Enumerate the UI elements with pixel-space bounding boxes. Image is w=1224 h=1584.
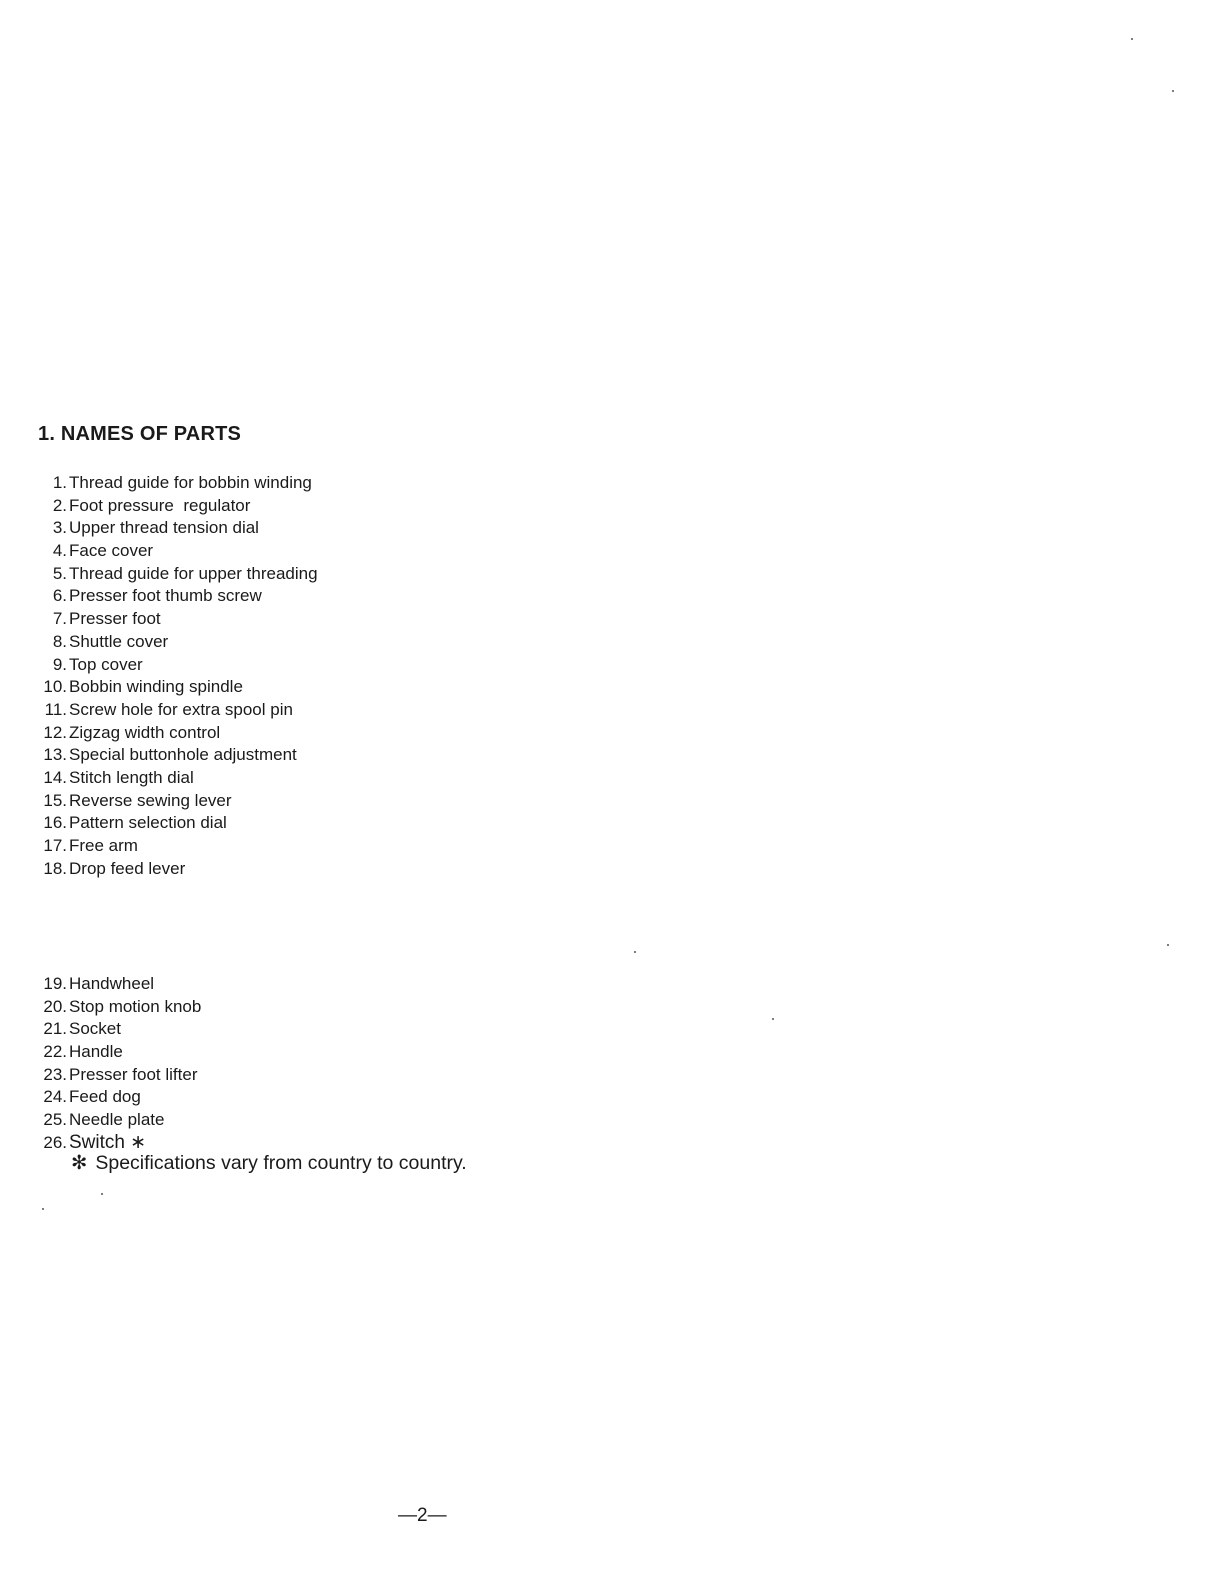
item-number: 12. (43, 722, 67, 742)
item-number: 10. (43, 677, 67, 697)
list-item (36, 1018, 201, 1041)
list-item (36, 1086, 201, 1109)
note-text: Specifications vary from country to country. (95, 1152, 467, 1174)
list-item (36, 517, 318, 540)
item-number: 11. (44, 699, 67, 719)
item-number: 3. (52, 518, 67, 538)
part-name: Feed dog (69, 1087, 141, 1107)
item-number: 9. (52, 654, 67, 674)
part-name: Presser foot (69, 609, 161, 629)
list-item (36, 631, 318, 654)
list-item (36, 790, 318, 813)
list-item (36, 858, 318, 881)
list-item (36, 585, 318, 608)
list-item (36, 563, 318, 586)
item-number: 25. (43, 1110, 67, 1130)
part-name: Socket (69, 1019, 121, 1039)
list-item (36, 699, 318, 722)
list-item (36, 722, 318, 745)
part-name: Needle plate (69, 1110, 165, 1130)
item-number: 13. (43, 745, 67, 765)
item-number: 26. (43, 1132, 67, 1152)
scan-speck (772, 1018, 774, 1020)
list-item (36, 654, 318, 677)
list-item (36, 812, 318, 835)
list-item (36, 608, 318, 631)
item-number: 24. (43, 1087, 67, 1107)
item-number: 8. (52, 631, 67, 651)
list-item (36, 1041, 201, 1064)
list-item (36, 767, 318, 790)
part-name: Thread guide for upper threading (69, 563, 318, 583)
item-number: 14. (43, 767, 67, 787)
part-name: Bobbin winding spindle (69, 677, 243, 697)
list-item (36, 676, 318, 699)
part-name: Face cover (69, 541, 154, 561)
list-item (36, 973, 201, 996)
item-number: 6. (52, 586, 67, 606)
list-item (36, 540, 318, 563)
part-name: Shuttle cover (69, 631, 169, 651)
part-name: Stitch length dial (69, 767, 194, 787)
part-name: Upper thread tension dial (69, 518, 259, 538)
page-number: —2— (398, 1505, 447, 1526)
part-name: Foot pressure regulator (69, 495, 251, 515)
item-number: 17. (43, 836, 67, 855)
list-item (36, 1064, 201, 1087)
list-item (36, 996, 201, 1019)
item-number: 20. (43, 996, 67, 1016)
scan-speck (42, 1208, 44, 1210)
part-name: Stop motion knob (69, 996, 202, 1016)
item-number: 23. (43, 1064, 67, 1084)
part-name: Presser foot thumb screw (69, 586, 262, 606)
part-name: Pattern selection dial (69, 813, 227, 833)
scan-speck (1131, 38, 1133, 40)
part-name: Presser foot lifter (69, 1064, 198, 1084)
list-item (36, 472, 318, 495)
list-item (36, 744, 318, 767)
item-number: 7. (52, 609, 67, 629)
parts-list-1-18 (36, 472, 318, 880)
item-number: 18. (43, 858, 67, 878)
list-item (36, 1109, 201, 1132)
part-name: Thread guide for bobbin winding (69, 473, 312, 492)
scan-speck (634, 951, 636, 953)
asterisk-icon: ✻ (71, 1152, 88, 1174)
scan-speck (1167, 944, 1169, 946)
item-number: 4. (52, 541, 67, 561)
list-item (36, 835, 318, 858)
part-name: Zigzag width control (69, 722, 221, 742)
item-number: 19. (43, 974, 67, 993)
item-number: 2. (52, 495, 67, 515)
part-name: Drop feed lever (69, 858, 186, 878)
section-title: 1. NAMES OF PARTS (38, 423, 242, 445)
scan-speck (1172, 90, 1174, 92)
part-name: Handwheel (69, 974, 155, 993)
part-name: Switch ∗ (69, 1131, 147, 1153)
list-item (36, 495, 318, 518)
part-name: Free arm (69, 836, 138, 855)
item-number: 21. (43, 1019, 67, 1039)
item-number: 16. (43, 813, 67, 833)
part-name: Reverse sewing lever (69, 790, 232, 810)
part-name: Handle (69, 1042, 123, 1062)
part-name: Screw hole for extra spool pin (69, 699, 293, 719)
item-number: 15. (43, 790, 67, 810)
scan-speck (101, 1193, 103, 1195)
parts-list-19-26 (36, 973, 201, 1155)
specification-note (71, 1151, 467, 1175)
item-number: 5. (52, 563, 67, 583)
part-name: Top cover (69, 654, 143, 674)
part-name: Special buttonhole adjustment (69, 745, 297, 765)
item-number: 1. (52, 473, 67, 492)
item-number: 22. (43, 1042, 67, 1062)
